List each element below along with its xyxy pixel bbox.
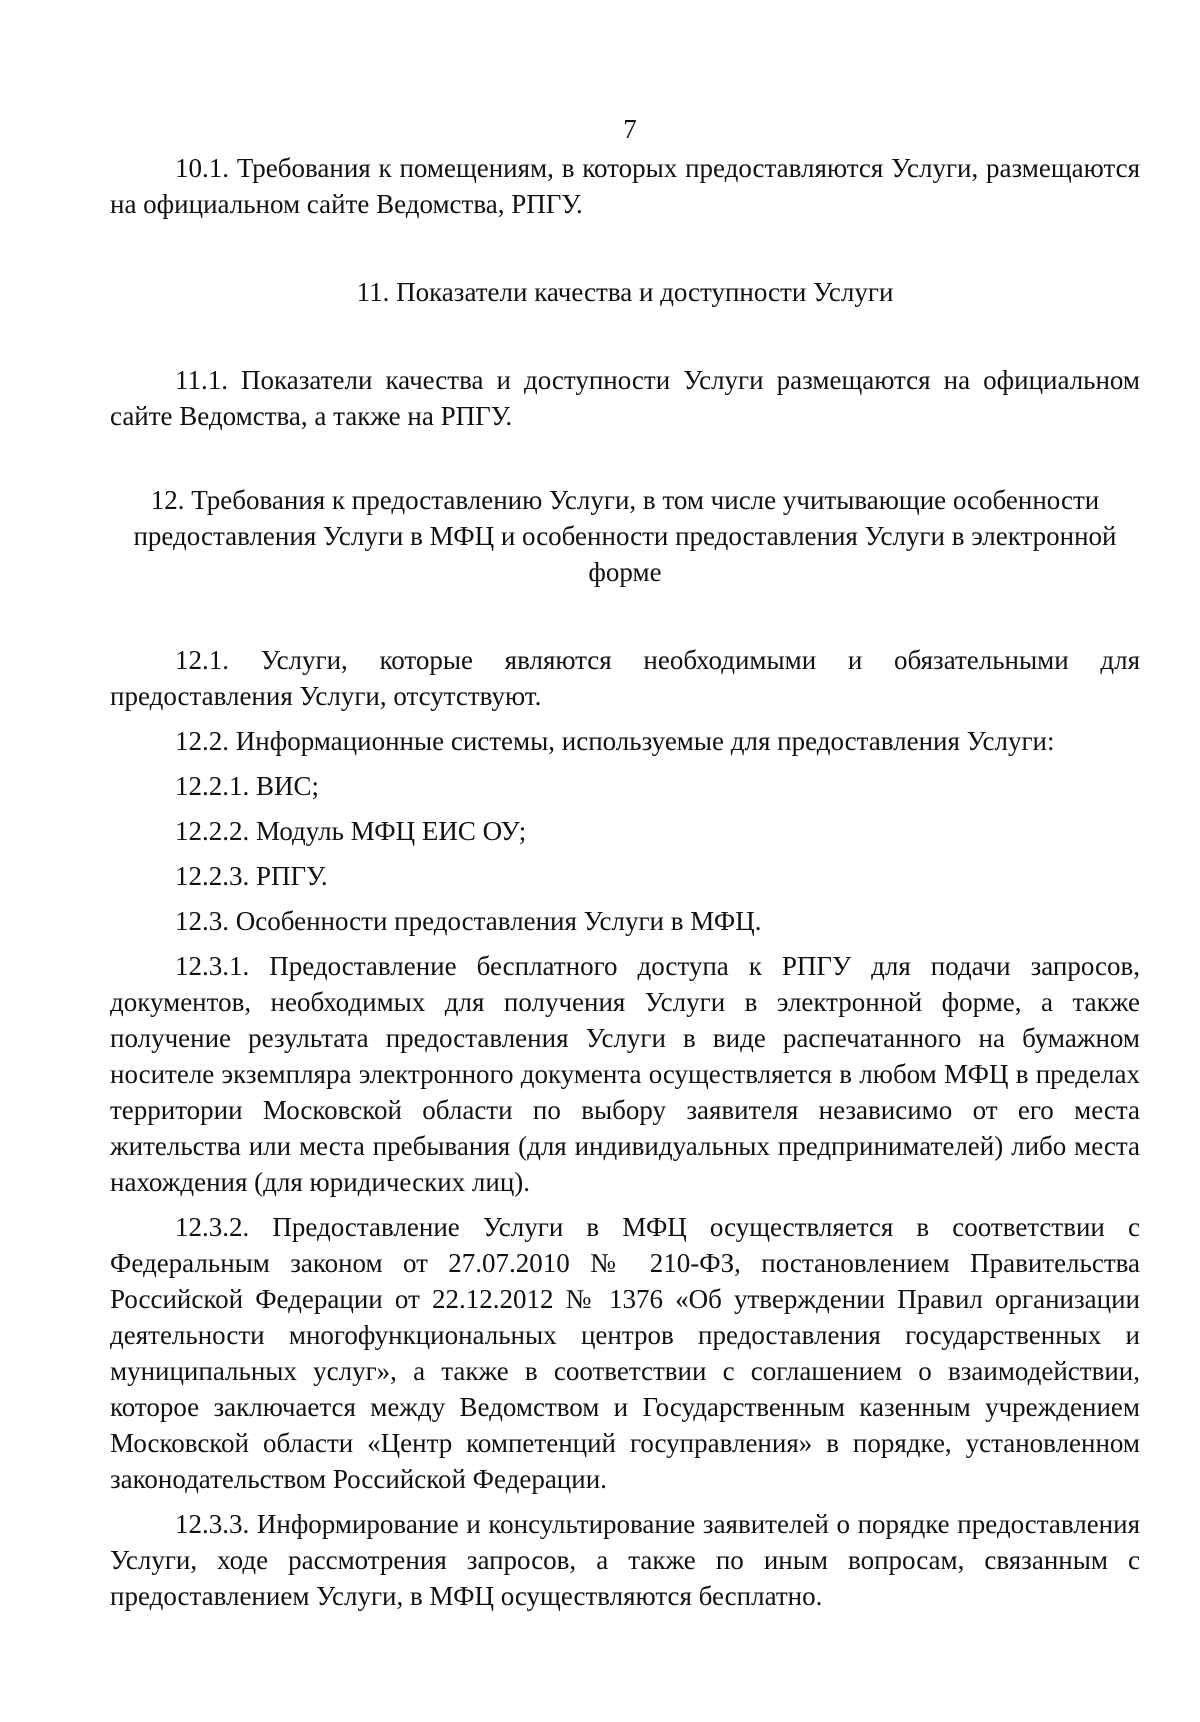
paragraph-12-2-1: 12.2.1. ВИС; bbox=[175, 771, 320, 801]
heading-section-11: 11. Показатели качества и доступности Услуги bbox=[356, 277, 894, 307]
paragraph-12-1: 12.1. Услуги, которые являются необходимыми и обязательными для предоставления Услуги, отсутствуют. bbox=[110, 645, 1140, 711]
page-number: 7 bbox=[623, 114, 637, 144]
paragraph-12-3-1: 12.3.1. Предоставление бесплатного доступа к РПГУ для подачи запросов, документов, необходимых для получения Услуги в электронной форме, а также получение результата предоставления Услуги в виде распечатанного на бумажном носителе экземпляра электронного документа осуществляется в любом МФЦ в пределах территории Московской области по выбору заявителя независимо от его места жительства или места пребывания (для индивидуальных предпринимателей) либо места нахождения (для юридических лиц). bbox=[110, 951, 1140, 1197]
paragraph-12-2-3: 12.2.3. РПГУ. bbox=[175, 861, 328, 891]
paragraph-12-2: 12.2. Информационные системы, используемые для предоставления Услуги: bbox=[175, 726, 1055, 756]
spacer bbox=[110, 222, 1140, 274]
paragraph-12-2-2: 12.2.2. Модуль МФЦ ЕИС ОУ; bbox=[175, 816, 527, 846]
paragraph-12-3: 12.3. Особенности предоставления Услуги в МФЦ. bbox=[175, 906, 762, 936]
paragraph-11-1: 11.1. Показатели качества и доступности Услуги размещаются на официальном сайте Ведомства, а также на РПГУ. bbox=[110, 365, 1140, 431]
heading-section-12: 12. Требования к предоставлению Услуги, в том числе учитывающие особенности предоставления Услуги в МФЦ и особенности предоставления Услуги в электронной форме bbox=[133, 485, 1117, 587]
paragraph-12-3-2: 12.3.2. Предоставление Услуги в МФЦ осуществляется в соответствии с Федеральным законом от 27.07.2010 № 210-ФЗ, постановлением Правительства Российской Федерации от 22.12.2012 № 1376 «Об утверждении Правил организации деятельности многофункциональных центров предоставления государственных и муниципальных услуг», а также в соответствии с соглашением о взаимодействии, которое заключается между Ведомством и Государственным казенным учреждением Московской области «Центр компетенций госуправления» в порядке, установленном законодательством Российской Федерации. bbox=[110, 1212, 1140, 1494]
paragraph-12-3-3: 12.3.3. Информирование и консультирование заявителей о порядке предоставления Услуги, ходе рассмотрения запросов, а также по иным вопросам, связанным с предоставлением Услуги, в МФЦ осуществляются бесплатно. bbox=[110, 1509, 1140, 1611]
spacer bbox=[110, 434, 1140, 482]
paragraph-10-1: 10.1. Требования к помещениям, в которых предоставляются Услуги, размещаются на официальном сайте Ведомства, РПГУ. bbox=[110, 153, 1140, 219]
spacer bbox=[110, 590, 1140, 642]
spacer bbox=[110, 310, 1140, 362]
document-body bbox=[110, 150, 1140, 1614]
